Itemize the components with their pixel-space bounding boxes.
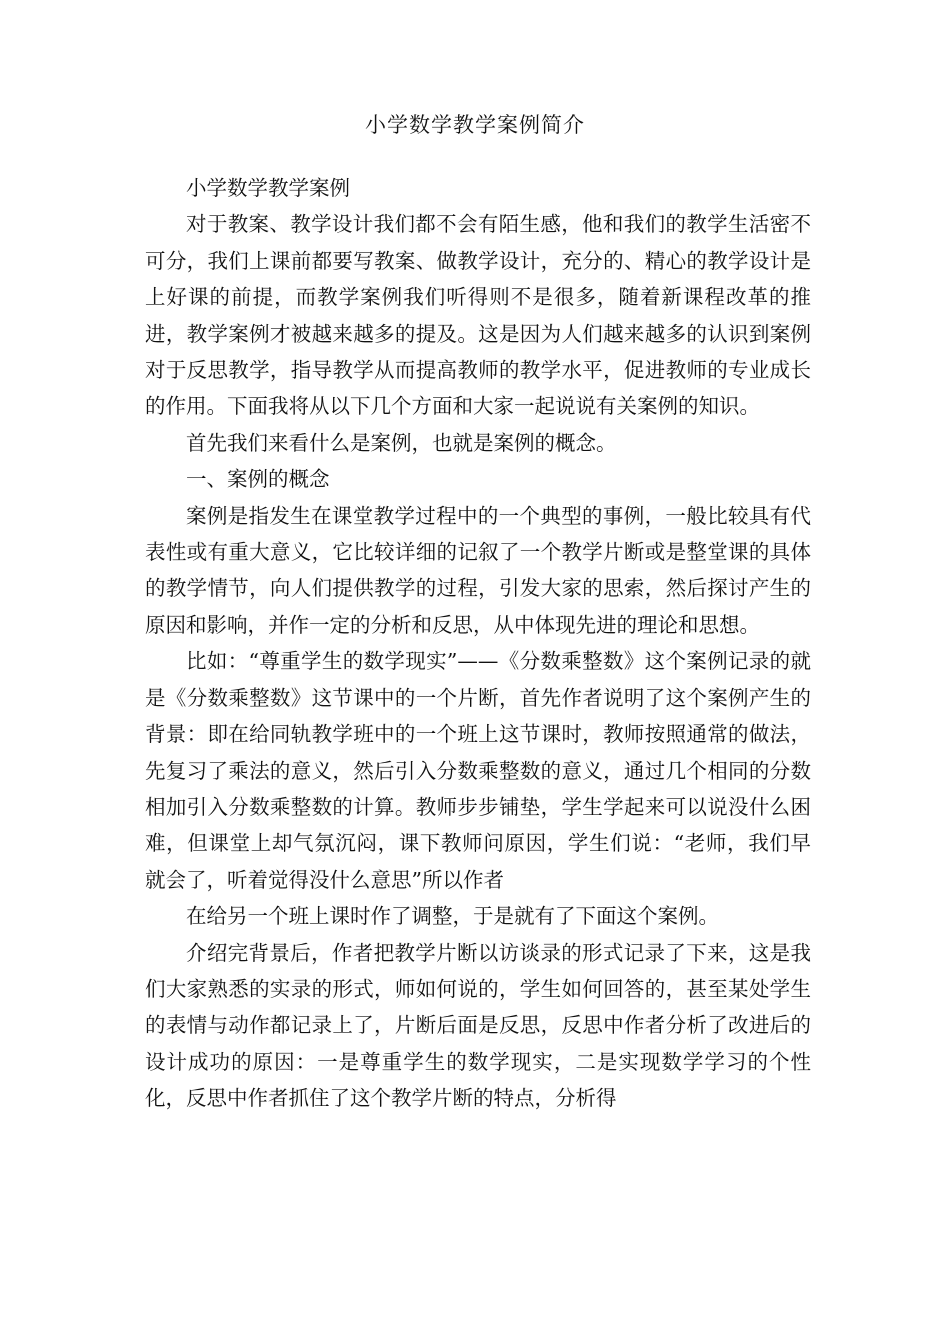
paragraph: 对于教案、教学设计我们都不会有陌生感，他和我们的教学生活密不可分，我们上课前都要写教案、做教学设计，充分的、精心的教学设计是上好课的前提，而教学案例我们听得则不是很多，随着新课程改革的推进，教学案例才被越来越多的提及。这是因为人们越来越多的认识到案例对于反思教学，指导教学从而提高教师的教学水平，促进教师的专业成长的作用。下面我将从以下几个方面和大家一起说说有关案例的知识。 — [145, 212, 811, 419]
page-title: 小学数学教学案例简介 — [365, 113, 585, 137]
paragraph: 首先我们来看什么是案例，也就是案例的概念。 — [186, 430, 617, 455]
paragraph: 案例是指发生在课堂教学过程中的一个典型的事例，一般比较具有代表性或有重大意义，它比较详细的记叙了一个教学片断或是整堂课的具体的教学情节，向人们提供教学的过程，引发大家的思索，然后探讨产生的原因和影响，并作一定的分析和反思，从中体现先进的理论和思想。 — [145, 503, 811, 637]
section-heading: 一、案例的概念 — [186, 467, 330, 492]
paragraph: 比如：“尊重学生的数学现实”——《分数乘整数》这个案例记录的就是《分数乘整数》这节课中的一个片断，首先作者说明了这个案例产生的背景：即在给同轨教学班中的一个班上这节课时，教师按照通常的做法，先复习了乘法的意义，然后引入分数乘整数的意义，通过几个相同的分数相加引入分数乘整数的计算。教师步步铺垫，学生学起来可以说没什么困难，但课堂上却气氛沉闷，课下教师问原因，学生们说：“老师，我们早就会了，听着觉得没什么意思”所以作者 — [145, 649, 811, 892]
paragraph-heading: 小学数学教学案例 — [186, 176, 350, 200]
paragraph: 介绍完背景后，作者把教学片断以访谈录的形式记录了下来，这是我们大家熟悉的实录的形式，师如何说的，学生如何回答的，甚至某处学生的表情与动作都记录上了，片断后面是反思，反思中作者分析了改进后的设计成功的原因：一是尊重学生的数学现实，二是实现数学学习的个性化，反思中作者抓住了这个教学片断的特点，分析得 — [145, 940, 811, 1111]
document-body — [145, 170, 811, 1117]
paragraph: 在给另一个班上课时作了调整，于是就有了下面这个案例。 — [186, 904, 719, 929]
